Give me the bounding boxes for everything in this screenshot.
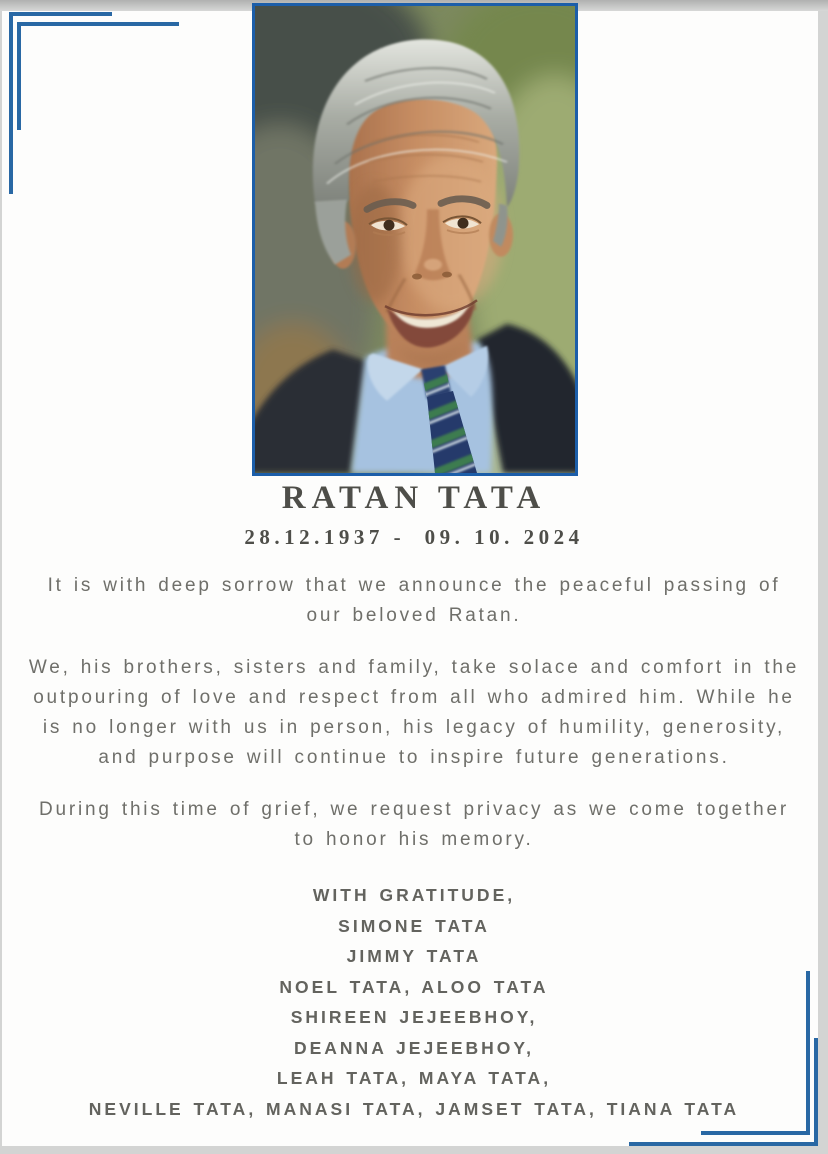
family-name-line: SIMONE TATA bbox=[338, 915, 490, 936]
corner-bracket-top-left-inner bbox=[17, 22, 179, 130]
family-name-line: LEAH TATA, MAYA TATA, bbox=[276, 1068, 552, 1088]
memorial-text-block bbox=[18, 478, 810, 1124]
family-name-line: SHIREEN JEJEEBHOY, bbox=[290, 1007, 538, 1027]
tribute-paragraph: We, his brothers, sisters and family, take solace and comfort in the outpouring of love and respect from all who admired him. While he is no longer with us in person, his legacy of humility, generosity, and purpose will continue to inspire future generations. bbox=[28, 657, 800, 768]
ratan-tata-portrait-image bbox=[255, 6, 575, 473]
announcement-paragraph: It is with deep sorrow that we announce the peaceful passing of our beloved Ratan. bbox=[47, 575, 781, 626]
privacy-paragraph: During this time of grief, we request privacy as we come together to honor his memory. bbox=[39, 799, 789, 850]
family-name-line: DEANNA JEJEEBHOY, bbox=[293, 1037, 535, 1058]
family-name-line: JIMMY TATA bbox=[346, 946, 482, 966]
signoff-block bbox=[18, 880, 810, 1124]
family-name-line: NEVILLE TATA, MANASI TATA, JAMSET TATA, TIANA TATA bbox=[88, 1098, 740, 1119]
portrait-photo-frame bbox=[252, 3, 578, 476]
signoff-gratitude-line: WITH GRATITUDE, bbox=[312, 885, 516, 905]
page-title: RATAN TATA bbox=[281, 480, 547, 516]
life-dates: 28.12.1937 - 09. 10. 2024 bbox=[244, 525, 584, 549]
family-name-line: NOEL TATA, ALOO TATA bbox=[279, 976, 549, 997]
